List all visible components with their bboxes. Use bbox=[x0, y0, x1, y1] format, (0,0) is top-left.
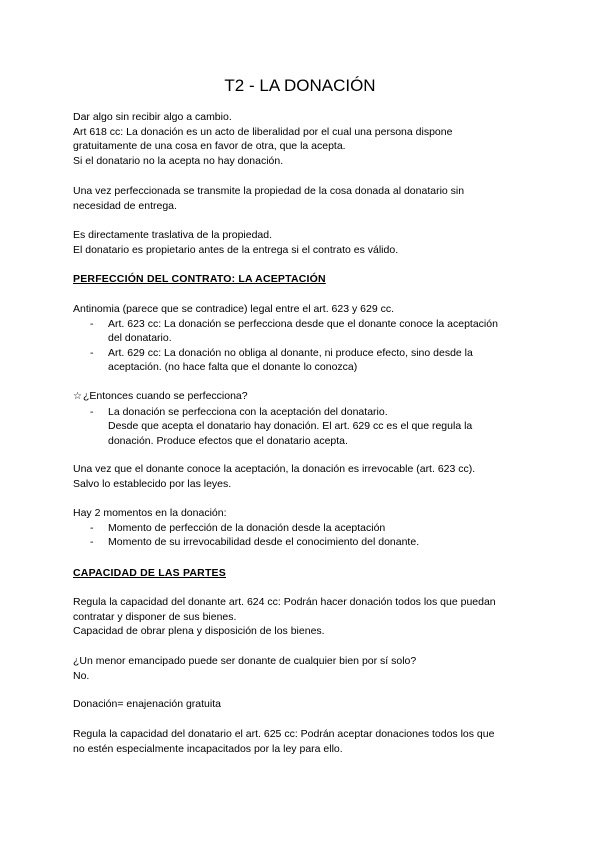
document-title: T2 - LA DONACIÓN bbox=[224, 76, 376, 95]
antinomia-paragraph bbox=[73, 302, 543, 375]
text-line: Momento de perfección de la donación desde la aceptación bbox=[108, 521, 386, 534]
bullet-dash: - bbox=[90, 346, 94, 359]
text-line: Hay 2 momentos en la donación: bbox=[73, 507, 227, 519]
property-paragraph bbox=[73, 228, 543, 257]
text-line: no estén especialmente incapacitados por la ley para ello. bbox=[73, 742, 343, 755]
text-line: Es directamente traslativa de la propiedad. bbox=[73, 229, 273, 241]
text-line: aceptación. (no hace falta que el donante lo conozca) bbox=[108, 361, 358, 374]
irrevocable-paragraph bbox=[73, 462, 543, 491]
text-line: Art. 623 cc: La donación se perfecciona desde que el donante conoce la aceptación bbox=[108, 317, 498, 330]
bullet-dash: - bbox=[90, 405, 94, 418]
text-line: Capacidad de obrar plena y disposición de los bienes. bbox=[73, 625, 325, 638]
text-line: Regula la capacidad del donante art. 624 cc: Podrán hacer donación todos los que puedan bbox=[73, 596, 496, 608]
bullet-dash: - bbox=[90, 317, 94, 330]
text-line: La donación se perfecciona con la aceptación del donatario. bbox=[108, 405, 388, 418]
bullet-dash: - bbox=[90, 521, 94, 534]
text-line: gratuitamente de una cosa en favor de otra, que la acepta. bbox=[73, 140, 346, 153]
text-line: ¿Un menor emancipado puede ser donante de cualquier bien por sí solo? bbox=[73, 655, 417, 667]
section-heading-capacidad: CAPACIDAD DE LAS PARTES bbox=[73, 567, 226, 579]
text-line: Art. 629 cc: La donación no obliga al donante, ni produce efecto, sino desde la bbox=[108, 346, 473, 359]
text-line: Momento de su irrevocabilidad desde el conocimiento del donante. bbox=[108, 536, 420, 549]
text-line: necesidad de entrega. bbox=[73, 199, 177, 212]
star-icon: ☆ bbox=[73, 391, 82, 402]
list-item bbox=[73, 405, 543, 449]
text-line: El donatario es propietario antes de la entrega si el contrato es válido. bbox=[73, 243, 399, 256]
text-line: Salvo lo establecido por las leyes. bbox=[73, 477, 232, 490]
text-line: Si el donatario no la acepta no hay donación. bbox=[73, 154, 284, 167]
transmission-paragraph bbox=[73, 184, 543, 213]
capacidad-donante-paragraph bbox=[73, 595, 543, 639]
text-line: Una vez perfeccionada se transmite la propiedad de la cosa donada al donatario sin bbox=[73, 185, 465, 197]
menor-emancipado-paragraph bbox=[73, 654, 543, 683]
list-item bbox=[73, 346, 543, 375]
intro-paragraph bbox=[73, 110, 543, 168]
capacidad-donatario-paragraph bbox=[73, 727, 543, 756]
text-line: Dar algo sin recibir algo a cambio. bbox=[73, 111, 232, 123]
question-paragraph bbox=[73, 389, 543, 448]
text-line: Una vez que el donante conoce la aceptación, la donación es irrevocable (art. 623 cc). bbox=[73, 463, 476, 475]
list-item bbox=[73, 317, 543, 346]
momentos-paragraph bbox=[73, 506, 543, 550]
text-line: Antinomia (parece que se contradice) legal entre el art. 623 y 629 cc. bbox=[73, 303, 395, 315]
definition-paragraph bbox=[73, 697, 543, 712]
text-line: donación. Produce efectos que el donatario acepta. bbox=[108, 434, 348, 447]
text-line: No. bbox=[73, 669, 90, 682]
bullet-dash: - bbox=[90, 536, 94, 549]
question-text: ¿Entonces cuando se perfecciona? bbox=[83, 390, 248, 402]
section-heading-perfeccion: PERFECCIÓN DEL CONTRATO: LA ACEPTACIÓN bbox=[73, 273, 326, 285]
text-line: Art 618 cc: La donación es un acto de liberalidad por el cual una persona dispone bbox=[73, 125, 453, 138]
list-item bbox=[73, 521, 543, 536]
text-line: Regula la capacidad del donatario el art. 625 cc: Podrán aceptar donaciones todos los que bbox=[73, 728, 495, 740]
list-item bbox=[73, 535, 543, 550]
text-line: del donatario. bbox=[108, 332, 172, 345]
text-line: Desde que acepta el donatario hay donación. El art. 629 cc es el que regula la bbox=[108, 420, 473, 433]
text-line: contratar y disponer de sus bienes. bbox=[73, 610, 237, 623]
text-line bbox=[73, 389, 543, 405]
text-line: Donación= enajenación gratuita bbox=[73, 698, 221, 710]
